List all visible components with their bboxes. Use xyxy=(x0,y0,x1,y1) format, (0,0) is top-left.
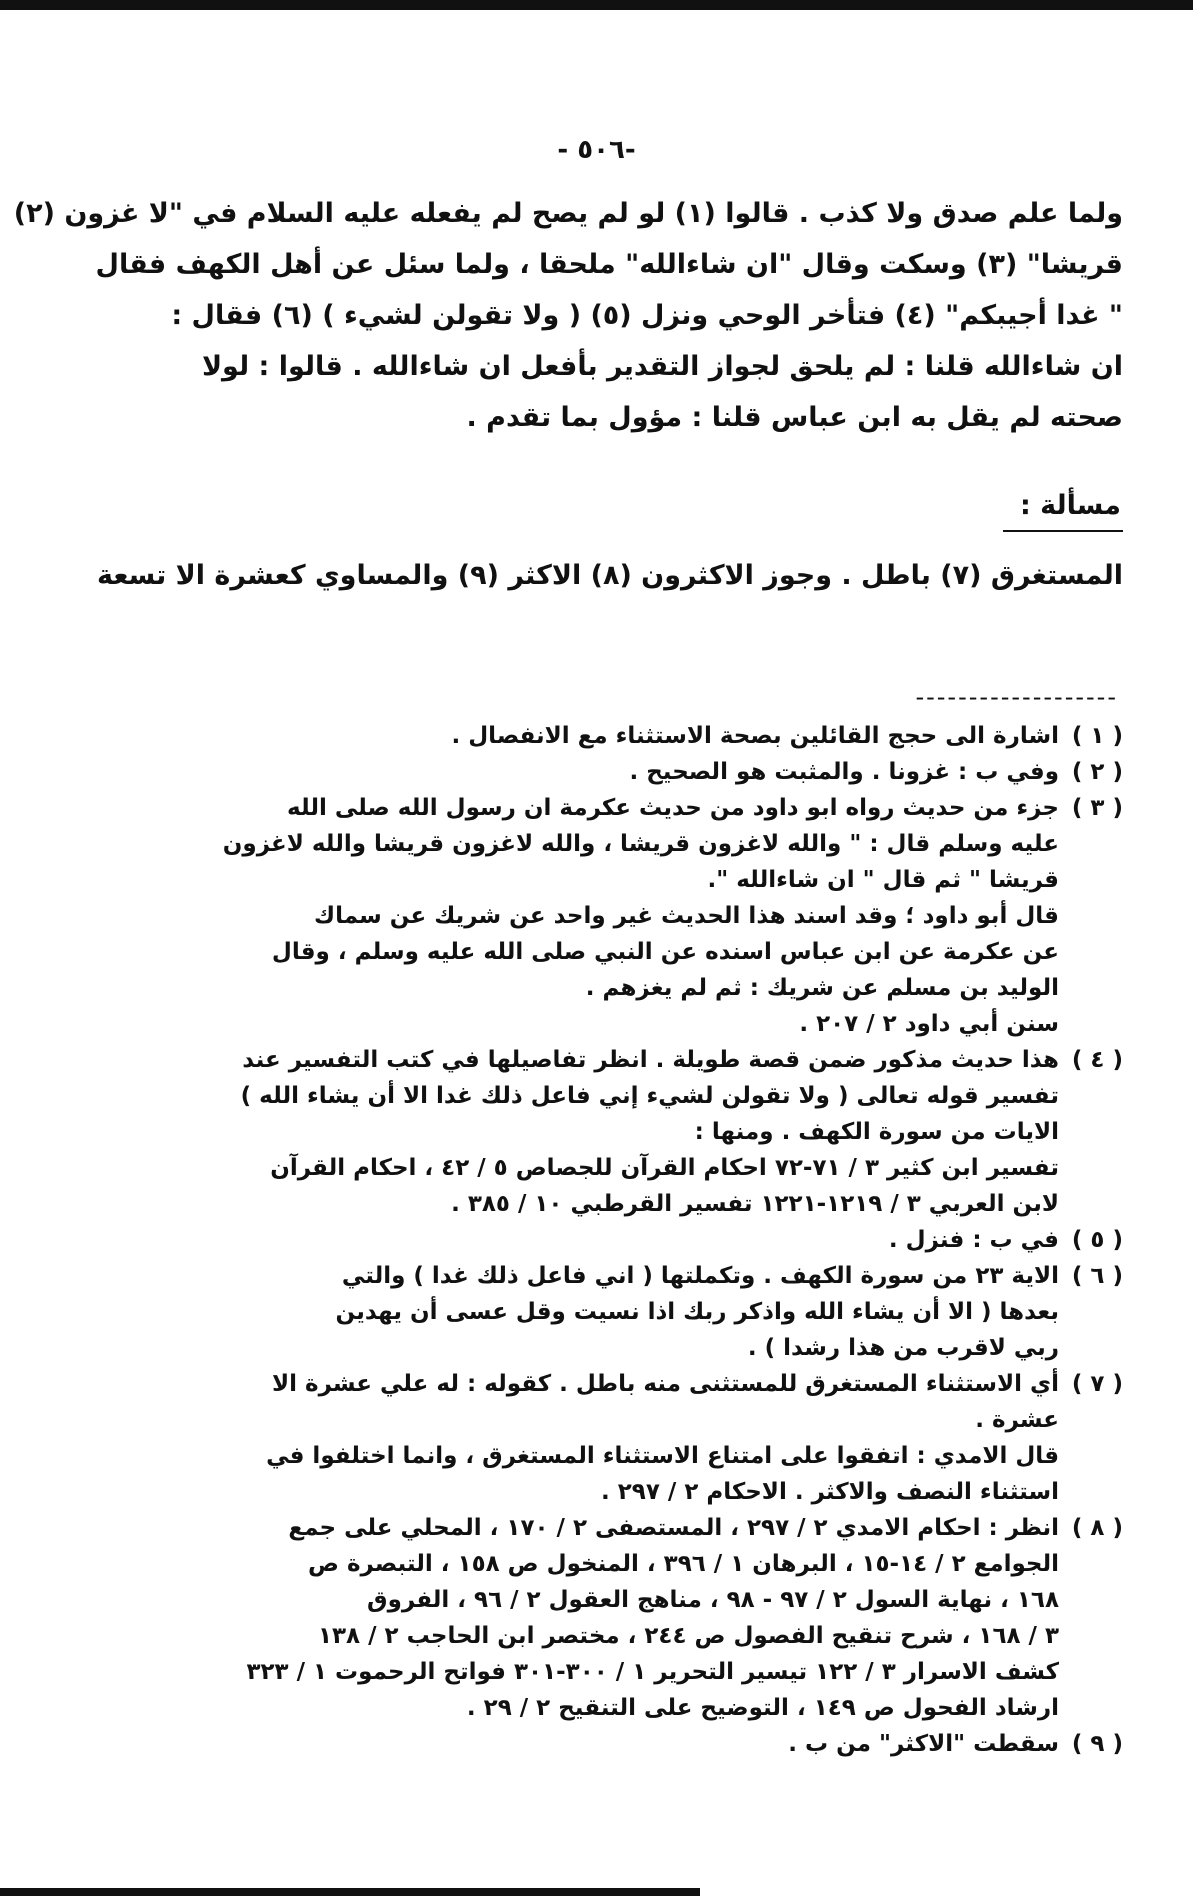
footnote-line: في ب : فنزل . xyxy=(888,1227,1059,1253)
text-line: صحته لم يقل به ابن عباس قلنا : مؤول بما تقدم . xyxy=(466,402,1123,433)
footnote-line: هذا حديث مذكور ضمن قصة طويلة . انظر تفاصيلها في كتب التفسير عند xyxy=(242,1047,1059,1073)
footnote-line: الاية ٢٣ من سورة الكهف . وتكملتها ( اني فاعل ذلك غدا ) والتي xyxy=(341,1263,1059,1289)
footnotes xyxy=(150,718,1123,1762)
top-border xyxy=(0,0,1193,10)
footnote-text xyxy=(150,1726,1059,1762)
footnote-line: اشارة الى حجج القائلين بصحة الاستثناء مع الانفصال . xyxy=(451,723,1059,749)
footnote-line: بعدها ( الا أن يشاء الله واذكر ربك اذا نسيت وقل عسى أن يهدين xyxy=(335,1299,1059,1325)
footnote-line: ارشاد الفحول ص ١٤٩ ، التوضيح على التنقيح ٢ / ٢٩ . xyxy=(466,1695,1059,1721)
footnote-separator: ------------------- xyxy=(915,683,1118,711)
footnote-marker: ( ٤ ) xyxy=(1071,1047,1123,1073)
footnote-line: ٣ / ١٦٨ ، شرح تنقيح الفصول ص ٢٤٤ ، مختصر ابن الحاجب ٢ / ١٣٨ xyxy=(317,1623,1059,1649)
footnote-marker: ( ٧ ) xyxy=(1071,1371,1123,1397)
footnote xyxy=(150,1726,1123,1762)
footnote xyxy=(150,718,1123,754)
footnote-marker: ( ٨ ) xyxy=(1071,1515,1123,1541)
footnote-line: تفسير ابن كثير ٣ / ٧١-٧٢ احكام القرآن للجصاص ٥ / ٤٢ ، احكام القرآن xyxy=(270,1155,1059,1181)
footnote-line: قريشا " ثم قال " ان شاءالله ". xyxy=(707,867,1059,893)
footnote-line: ربي لاقرب من هذا رشدا ) . xyxy=(747,1335,1059,1361)
section-heading: مسألة : xyxy=(1019,490,1121,521)
footnote-line: عشرة . xyxy=(975,1407,1059,1433)
footnote xyxy=(150,1258,1123,1366)
main-text xyxy=(13,198,1123,455)
footnote-line: الجوامع ٢ / ١٤-١٥ ، البرهان ١ / ٣٩٦ ، المنخول ص ١٥٨ ، التبصرة ص xyxy=(308,1551,1059,1577)
footnote-line: عن عكرمة عن ابن عباس اسنده عن النبي صلى الله عليه وسلم ، وقال xyxy=(271,939,1059,965)
footnote-line: وفي ب : غزونا . والمثبت هو الصحيح . xyxy=(629,759,1059,785)
footnote xyxy=(150,1510,1123,1726)
footnote-text xyxy=(150,1222,1059,1258)
footnote-line: أي الاستثناء المستغرق للمستثنى منه باطل . كقوله : له علي عشرة الا xyxy=(272,1371,1059,1397)
footnote-line: سقطت "الاكثر" من ب . xyxy=(788,1731,1059,1757)
footnote-text xyxy=(150,718,1059,754)
text-line: " غدا أجيبكم" (٤) فتأخر الوحي ونزل (٥) ( ولا تقولن لشيء ) (٦) فقال : xyxy=(171,300,1123,331)
footnote-text xyxy=(150,754,1059,790)
text-line: قريشا" (٣) وسكت وقال "ان شاءالله" ملحقا ، ولما سئل عن أهل الكهف فقال xyxy=(95,249,1123,280)
footnote-line: قال الامدي : اتفقوا على امتناع الاستثناء المستغرق ، وانما اختلفوا في xyxy=(266,1443,1059,1469)
footnote-line: الوليد بن مسلم عن شريك : ثم لم يغزهم . xyxy=(585,975,1059,1001)
footnote-marker: ( ١ ) xyxy=(1071,723,1123,749)
footnote-marker: ( ٩ ) xyxy=(1071,1731,1123,1757)
footnote xyxy=(150,1042,1123,1222)
footnote-marker: ( ٦ ) xyxy=(1071,1263,1123,1289)
text-line: ان شاءالله قلنا : لم يلحق لجواز التقدير بأفعل ان شاءالله . قالوا : لولا xyxy=(201,351,1123,382)
footnote-marker: ( ٢ ) xyxy=(1071,759,1123,785)
footnote xyxy=(150,1222,1123,1258)
footnote-line: عليه وسلم قال : " والله لاغزون قريشا ، والله لاغزون قريشا والله لاغزون xyxy=(222,831,1059,857)
footnote-line: سنن أبي داود ٢ / ٢٠٧ . xyxy=(799,1011,1059,1037)
footnote-line: كشف الاسرار ٣ / ١٢٢ تيسير التحرير ١ / ٣٠٠-٣٠١ فواتح الرحموت ١ / ٣٢٣ xyxy=(246,1659,1059,1685)
footnote xyxy=(150,790,1123,1042)
bottom-border xyxy=(0,1888,700,1896)
footnote-line: استثناء النصف والاكثر . الاحكام ٢ / ٢٩٧ . xyxy=(601,1479,1059,1505)
footnote-line: تفسير قوله تعالى ( ولا تقولن لشيء إني فاعل ذلك غدا الا أن يشاء الله ) xyxy=(240,1083,1059,1109)
text-line: المستغرق (٧) باطل . وجوز الاكثرون (٨) الاكثر (٩) والمساوي كعشرة الا تسعة xyxy=(97,560,1123,591)
footnote-text xyxy=(150,1042,1059,1222)
footnote xyxy=(150,754,1123,790)
text-line: ولما علم صدق ولا كذب . قالوا (١) لو لم يصح لم يفعله عليه السلام في "لا غزون (٢) xyxy=(13,198,1123,229)
footnote-line: قال أبو داود ؛ وقد اسند هذا الحديث غير واحد عن شريك عن سماك xyxy=(314,903,1059,929)
footnote-text xyxy=(150,1510,1059,1726)
footnote-line: جزء من حديث رواه ابو داود من حديث عكرمة ان رسول الله صلى الله xyxy=(287,795,1059,821)
footnote-text xyxy=(150,1366,1059,1510)
footnote-line: الايات من سورة الكهف . ومنها : xyxy=(694,1119,1059,1145)
footnote-text xyxy=(150,790,1059,1042)
footnote xyxy=(150,1366,1123,1510)
footnote-marker: ( ٣ ) xyxy=(1071,795,1123,821)
footnote-text xyxy=(150,1258,1059,1366)
footnote-line: ١٦٨ ، نهاية السول ٢ / ٩٧ - ٩٨ ، مناهج العقول ٢ / ٩٦ ، الفروق xyxy=(367,1587,1059,1613)
footnote-marker: ( ٥ ) xyxy=(1071,1227,1123,1253)
footnote-line: لابن العربي ٣ / ١٢١٩-١٢٢١ تفسير القرطبي ١٠ / ٣٨٥ . xyxy=(451,1191,1059,1217)
footnote-line: انظر : احكام الامدي ٢ / ٢٩٧ ، المستصفى ٢ / ١٧٠ ، المحلي على جمع xyxy=(288,1515,1059,1541)
heading-underline xyxy=(1003,530,1123,532)
page-number: - ٥٠٦- xyxy=(557,135,636,165)
